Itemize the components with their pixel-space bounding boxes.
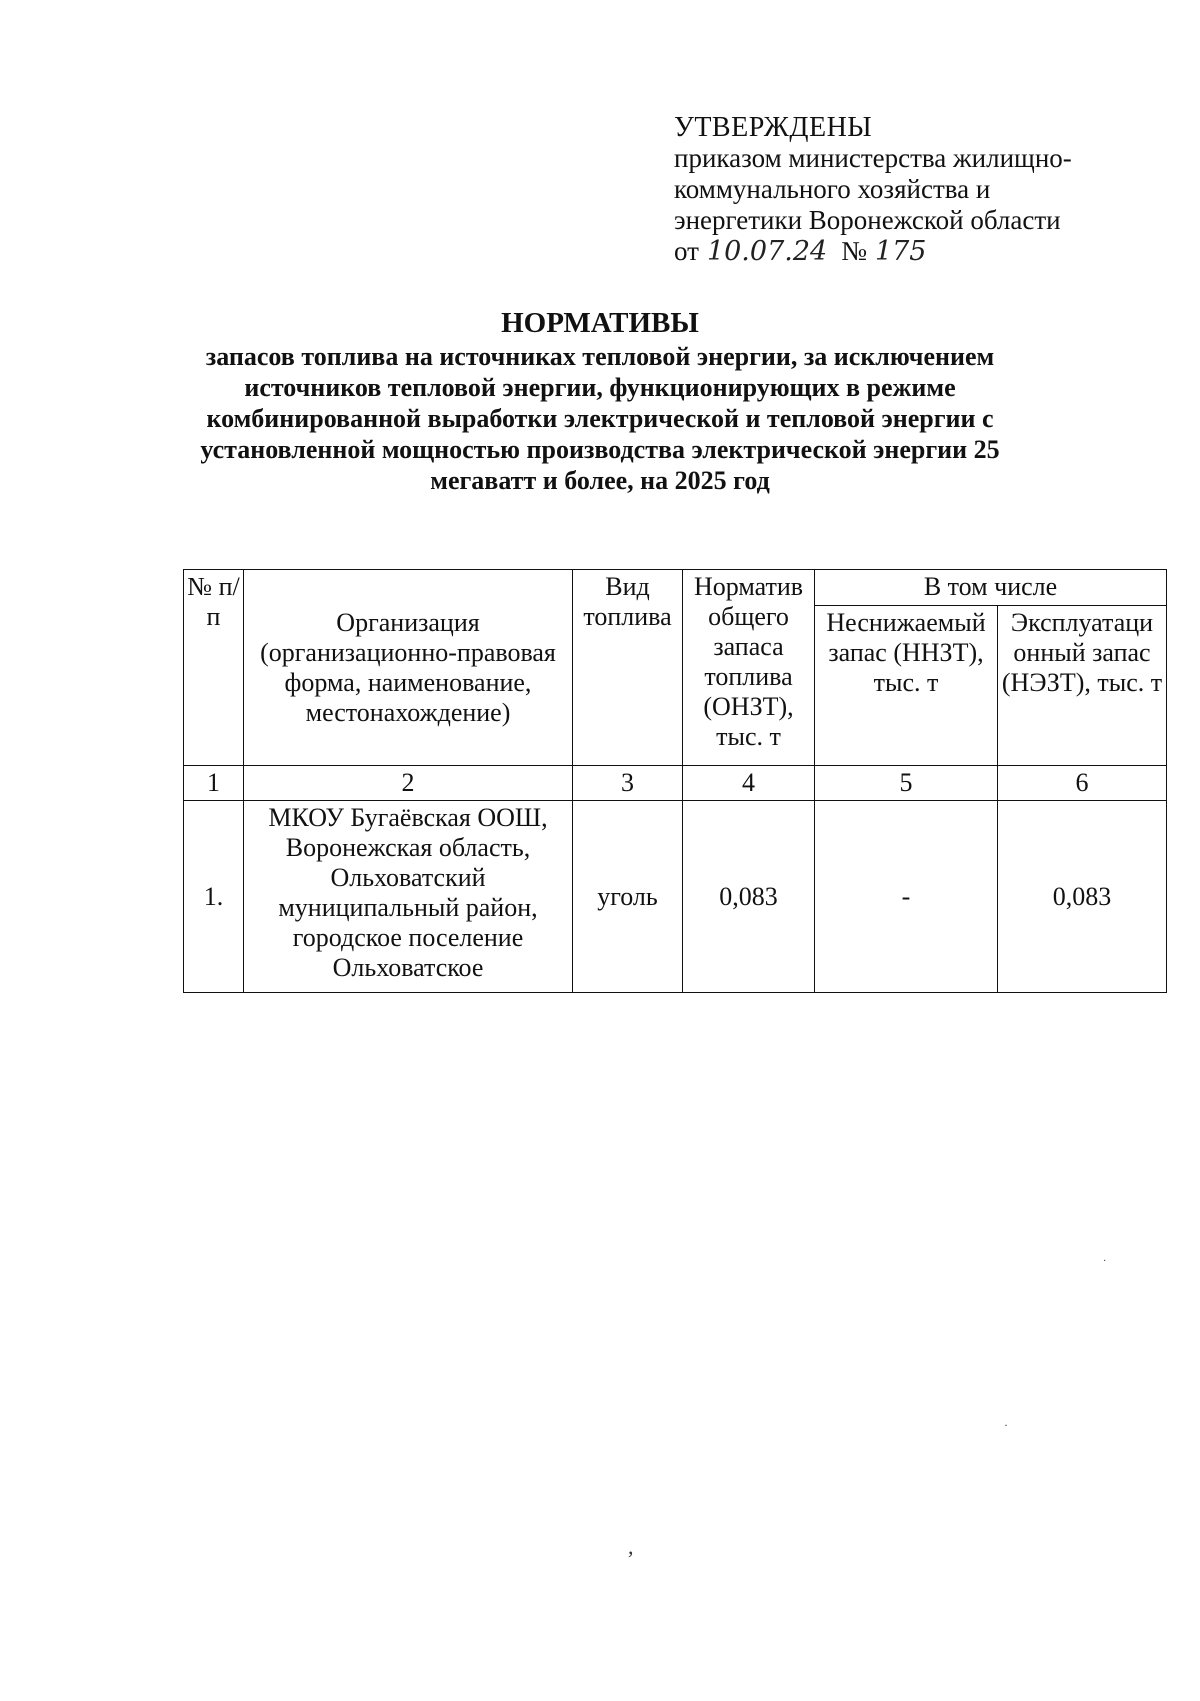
row-organization: МКОУ Бугаёвская ООШ, Воронежская область, Ольховатский муниципальный район, городское поселение Ольховатское [244,801,573,993]
scan-speck: · [1004,1418,1008,1432]
approval-line-2: коммунального хозяйства и [674,174,991,204]
header-nnzt: Неснижаемый запас (ННЗТ), тыс. т [815,606,998,766]
document-title: НОРМАТИВЫ [501,307,699,339]
approval-line-3: энергетики Воронежской области [674,205,1061,235]
column-number-4: 4 [683,766,815,801]
header-num: № п/п [184,570,244,766]
row-number: 1. [184,801,244,993]
document-subtitle: запасов топлива на источниках тепловой энергии, за исключением источников тепловой энергии, функционирующих в режиме комбинированной выработки электрической и тепловой энергии с установленной мощностью производства электрической энергии 25 мегаватт и более, на 2025 год [200,342,1000,495]
column-number-5: 5 [815,766,998,801]
scan-speck: · [1103,1256,1107,1267]
row-total-stock: 0,083 [683,801,815,993]
approval-title: УТВЕРЖДЕНЫ [674,112,873,143]
table-row [184,801,1167,993]
norms-table [183,569,1167,993]
scan-speck: , [628,1534,634,1559]
row-nnzt: - [815,801,998,993]
header-nezt: Эксплуатаци онный запас (НЭЗТ), тыс. т [998,606,1167,766]
column-number-1: 1 [184,766,244,801]
approval-line-1: приказом министерства жилищно- [674,143,1072,173]
header-organization: Организация (организационно-правовая форма, наименование, местонахождение) [244,570,573,766]
row-nezt: 0,083 [998,801,1167,993]
number-prefix: № [841,236,867,266]
handwritten-date: 10.07.24 [706,236,828,267]
approval-date-line [674,236,1154,267]
date-prefix: от [674,236,699,266]
handwritten-number: 175 [874,236,927,267]
row-fuel-type: уголь [573,801,683,993]
header-including: В том числе [815,570,1167,606]
document-heading [150,305,1050,496]
approval-block [674,112,1154,267]
header-fuel-type: Вид топлива [573,570,683,766]
column-number-2: 2 [244,766,573,801]
header-total-stock: Норматив общего запаса топлива (ОНЗТ), тыс. т [683,570,815,766]
column-number-6: 6 [998,766,1167,801]
column-number-3: 3 [573,766,683,801]
